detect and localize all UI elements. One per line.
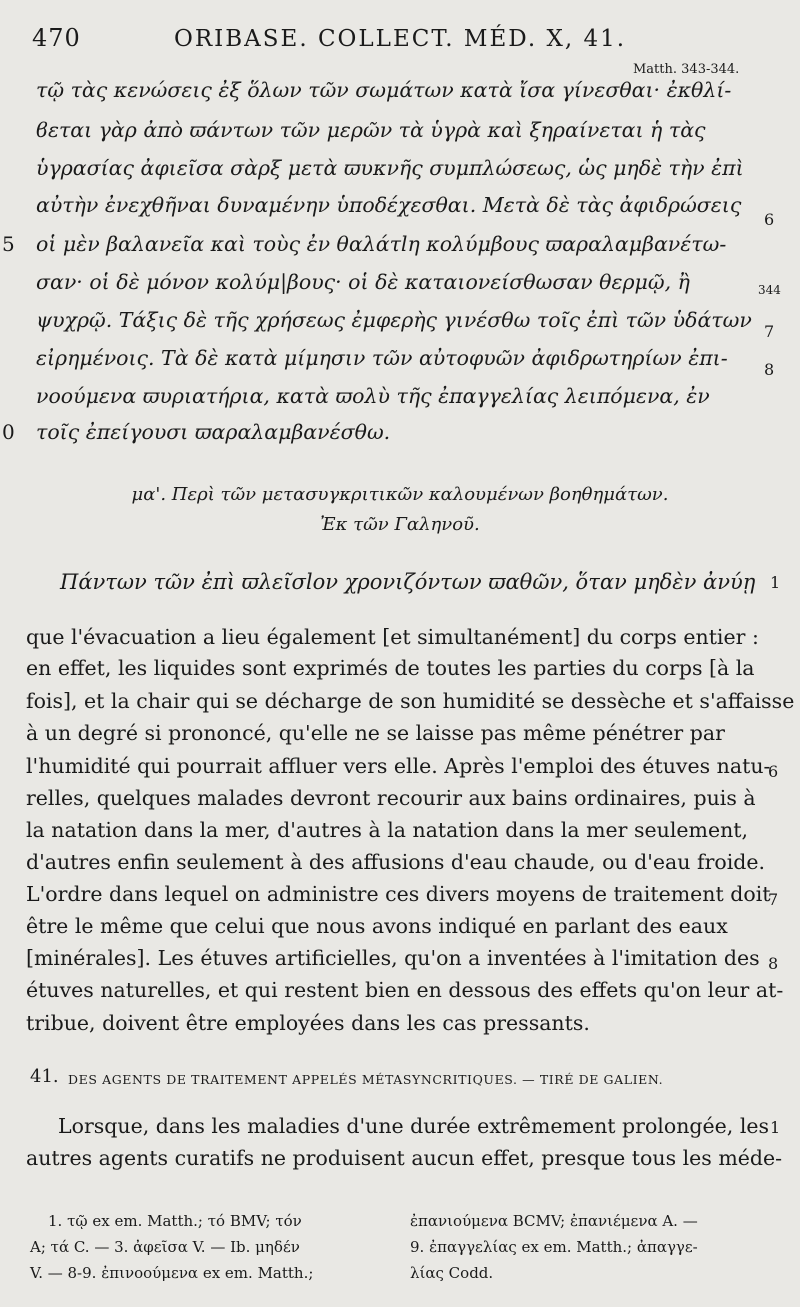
paragraph-marker: 8 (764, 360, 775, 379)
greek-line: ψυχρῷ. Τάξις δὲ τῆς χρήσεως ἐμφερὴς γινέσθω τοῖς ἐπὶ τῶν ὑδάτων (36, 308, 752, 332)
section-line: autres agents curatifs ne produisent aucun effet, presque tous les méde- (26, 1146, 783, 1170)
line-number-10: 0 (2, 420, 15, 444)
greek-line: νοούμενα ϖυριατήρια, κατὰ ϖολὺ τῆς ἐπαγγελίας λειπόμενα, ἐν (36, 384, 710, 408)
french-line: relles, quelques malades devront recourir aux bains ordinaires, puis à (26, 786, 756, 810)
footnote-line: ἐπανιούμενα BCMV; ἐπανιέμενα A. — (410, 1212, 698, 1230)
page-number: 470 (32, 24, 81, 52)
edition-page-marker: 344 (758, 283, 781, 297)
french-line: que l'évacuation a lieu également [et simultanément] du corps entier : (26, 625, 759, 649)
french-line: à un degré si prononcé, qu'elle ne se laisse pas même pénétrer par (26, 721, 725, 745)
greek-line: τοῖς ἐπείγουσι ϖαραλαμβανέσθω. (36, 420, 391, 444)
running-title: ORIBASE. COLLECT. MÉD. X, 41. (174, 26, 627, 52)
paragraph-marker: 6 (764, 210, 775, 229)
footnote-line: λίας Codd. (410, 1264, 494, 1282)
chapter-source: Ἐκ τῶν Γαληνοῦ. (320, 514, 480, 535)
greek-line: ὑγρασίας ἀφιεῖσα σὰρξ μετὰ ϖυκνῆς συμπλώσεως, ὡς μηδὲ τὴν ἐπὶ (36, 156, 744, 180)
french-line: L'ordre dans lequel on administre ces divers moyens de traitement doit (26, 882, 771, 906)
paragraph-marker: 7 (764, 322, 775, 341)
greek-line: αὐτὴν ἐνεχθῆναι δυναμένην ὑποδέχεσθαι. Μετὰ δὲ τὰς ἀφιδρώσεις (36, 193, 742, 217)
edition-reference: Matth. 343-344. (633, 62, 740, 77)
greek-line: σαν· οἱ δὲ μόνον κολύμ|βους· οἱ δὲ καταιονείσθωσαν θερμῷ, ἢ (36, 270, 690, 294)
french-line: [minérales]. Les étuves artificielles, qu'on a inventées à l'imitation des (26, 946, 760, 970)
greek-line: εἰρημένοις. Τὰ δὲ κατὰ μίμησιν τῶν αὐτοφυῶν ἀφιδρωτηρίων ἐπι- (36, 346, 728, 370)
french-line: étuves naturelles, et qui restent bien en dessous des effets qu'on leur at- (26, 978, 784, 1002)
section-line: Lorsque, dans les maladies d'une durée extrêmement prolongée, les (58, 1114, 770, 1138)
french-line: tribue, doivent être employées dans les cas pressants. (26, 1011, 590, 1035)
section-title: DES AGENTS DE TRAITEMENT APPELÉS MÉTASYNCRITIQUES. — TIRÉ DE GALIEN. (68, 1072, 664, 1087)
french-line: en effet, les liquides sont exprimés de toutes les parties du corps [à la (26, 656, 755, 680)
paragraph-marker: 8 (768, 954, 779, 973)
french-line: l'humidité qui pourrait affluer vers elle. Après l'emploi des étuves natu- (26, 754, 771, 778)
french-line: la natation dans la mer, d'autres à la natation dans la mer seulement, (26, 818, 749, 842)
greek-line: ϐεται γὰρ ἀπὸ ϖάντων τῶν μερῶν τὰ ὑγρὰ καὶ ξηραίνεται ἡ τὰς (36, 118, 706, 142)
chapter-first-line: Πάντων τῶν ἐπὶ ϖλεῖσlον χρονιζόντων ϖαθῶν, ὅταν μηδὲν ἀνύῃ (60, 570, 756, 594)
footnote-line: A; τά C. — 3. ἀφεῖσα V. — Ib. μηδέν (30, 1238, 300, 1256)
footnote-line: 9. ἐπαγγελίας ex em. Matth.; ἀπαγγε- (410, 1238, 698, 1256)
paragraph-marker: 1 (770, 1118, 781, 1137)
french-line: être le même que celui que nous avons indiqué en parlant des eaux (26, 914, 728, 938)
greek-line: τῷ τὰς κενώσεις ἐξ ὅλων τῶν σωμάτων κατὰ ἴσα γίνεσθαι· ἐκθλί- (36, 78, 732, 102)
paragraph-marker: 6 (768, 762, 779, 781)
footnote-line: 1. τῷ ex em. Matth.; τό BMV; τόν (48, 1212, 302, 1230)
footnote-line: V. — 8-9. ἐπινοούμενα ex em. Matth.; (30, 1264, 314, 1282)
section-number: 41. (30, 1066, 59, 1087)
greek-line: οἱ μὲν βαλανεῖα καὶ τοὺς ἐν θαλάτlη κολύμβους ϖαραλαμβανέτω- (36, 232, 727, 256)
french-line: d'autres enfin seulement à des affusions d'eau chaude, ou d'eau froide. (26, 850, 766, 874)
french-line: fois], et la chair qui se décharge de son humidité se dessèche et s'affaisse (26, 689, 795, 713)
paragraph-marker: 7 (768, 890, 779, 909)
paragraph-marker: 1 (770, 573, 781, 592)
line-number-5: 5 (2, 232, 15, 256)
chapter-title: μα'. Περὶ τῶν μετασυγκριτικῶν καλουμένων βοηθημάτων. (131, 484, 669, 505)
